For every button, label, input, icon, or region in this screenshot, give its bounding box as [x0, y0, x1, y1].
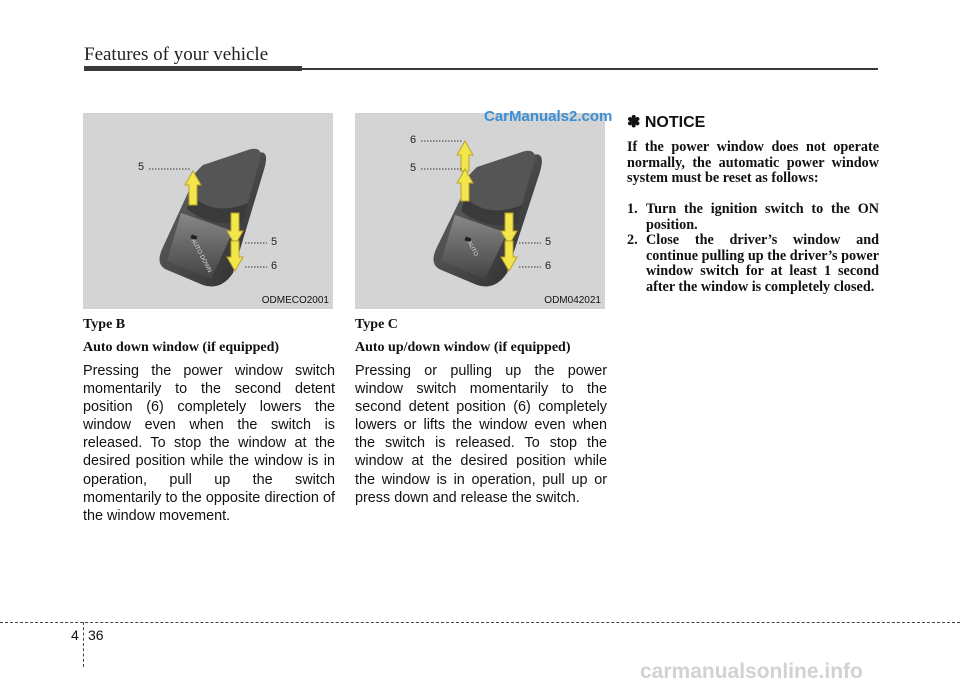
switch-c-label: AUTO — [465, 240, 479, 258]
figure-type-b — [83, 113, 333, 309]
switch-b-illustration — [83, 113, 333, 309]
switch-c-illustration — [355, 113, 605, 309]
page-header-title: Features of your vehicle — [84, 44, 269, 65]
header-rule-thick — [84, 66, 302, 71]
callout-c-6: 6 — [545, 260, 552, 272]
arrow-up-c-1 — [457, 141, 473, 171]
watermark-carmanualsonline: carmanualsonline.info — [640, 660, 863, 683]
notice-step-1-text: Turn the ignition switch to the ON position. — [646, 201, 879, 233]
type-b-title: Type B — [83, 317, 126, 332]
callout-c-5-top: 5 — [410, 162, 417, 174]
type-b-subtitle: Auto down window (if equipped) — [83, 340, 280, 355]
callout-b-6: 6 — [271, 260, 278, 272]
callout-b-5: 5 — [271, 236, 278, 248]
callout-b-5-top: 5 — [138, 161, 145, 173]
notice-title: ✽ NOTICE — [627, 114, 706, 131]
footer-rule — [0, 622, 960, 623]
figure-b-code: ODMECO2001 — [261, 295, 329, 306]
type-c-subtitle: Auto up/down window (if equipped) — [355, 340, 571, 355]
page-number: 36 — [88, 627, 104, 643]
type-b-body: Pressing the power window switch momentarily to the second detent position (6) completely lowers the window even when the switch is released. To stop the window at the desired position while the window is in operation, pull up the switch momentarily to the opposite direction of the window movement. — [83, 363, 335, 524]
switch-b-label: AUTO DOWN — [189, 238, 213, 274]
footer-divider — [83, 622, 84, 667]
watermark-carmanuals2: CarManuals2.com — [484, 108, 613, 125]
type-c-body: Pressing or pulling up the power window switch momentarily to the second detent position (6) completely lowers or lifts the window even when the switch is released. To stop the window at the desired position while the window is in operation, pull up or press down and release the switch. — [355, 363, 607, 506]
header-rule-thin — [302, 68, 878, 70]
callout-c-5: 5 — [545, 236, 552, 248]
figure-type-c — [355, 113, 605, 309]
notice-step-1 — [627, 202, 879, 233]
notice-intro: If the power window does not operate normally, the automatic power window system must be reset as follows: — [627, 139, 879, 186]
notice-step-2-number: 2. — [627, 232, 638, 248]
page-chapter: 4 — [71, 627, 79, 643]
notice-step-2-text: Close the driver’s window and continue pulling up the driver’s power window switch for at least 1 second after the window is completely closed. — [646, 232, 879, 295]
notice-step-2 — [627, 233, 879, 295]
type-c-title: Type C — [355, 317, 398, 332]
callout-c-6-top: 6 — [410, 134, 417, 146]
figure-c-code: ODM042021 — [544, 295, 601, 306]
notice-step-1-number: 1. — [627, 201, 638, 217]
